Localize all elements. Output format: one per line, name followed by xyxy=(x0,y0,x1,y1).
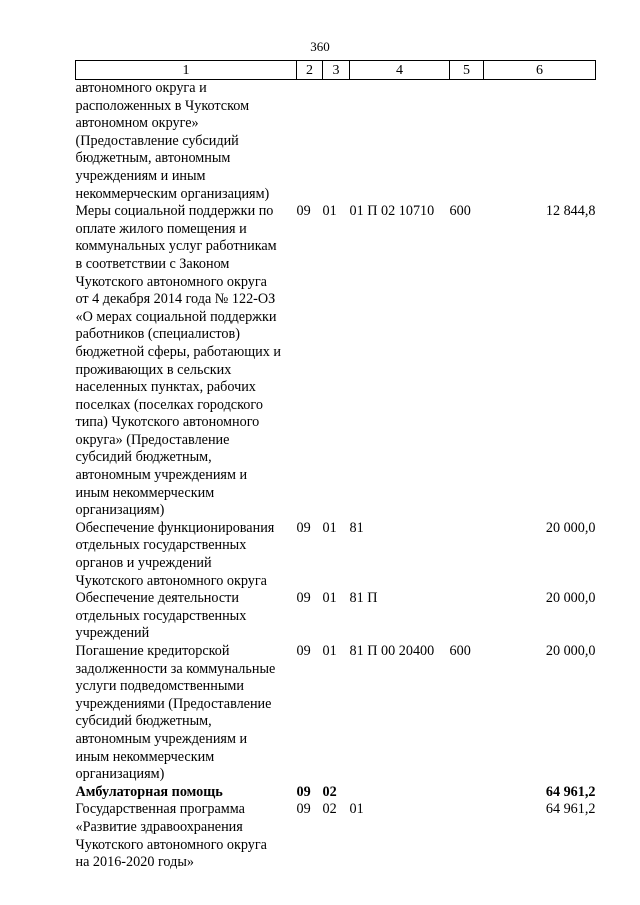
row-name: Обеспечение деятельности отдельных государственных учреждений xyxy=(75,590,247,642)
row-target-article: 81 П 00 20400 xyxy=(349,643,435,659)
row-subsection: 02 xyxy=(322,783,337,800)
table-row xyxy=(76,80,596,204)
row-section: 09 xyxy=(296,519,311,536)
row-subsection: 01 xyxy=(322,203,337,220)
page-number: 360 xyxy=(310,39,330,54)
row-name: Меры социальной поддержки по оплате жилого помещения и коммунальных услуг работникам в соответствии с Законом Чукотского автономного округа от 4 декабря 2014 года № 122-ОЗ «О мерах социальной поддержки работников (специалистов) бюджетной сферы, работающих и проживающих в сельских населенных пунктах, рабочих поселках (поселках городского типа) Чукотского автономного округа» (Предоставление субсидий бюджетным, автономным учреждениям и иным некоммерческим организациям) xyxy=(75,203,281,519)
header-col-4: 4 xyxy=(350,61,450,80)
header-col-3: 3 xyxy=(323,61,350,80)
row-expense-type xyxy=(450,801,484,871)
table-row xyxy=(76,590,596,643)
row-section: 09 xyxy=(296,590,311,607)
table-row xyxy=(76,643,596,784)
row-expense-type xyxy=(450,520,484,590)
row-name: автономного округа и расположенных в Чукотском автономном округе» (Предоставление субсидий бюджетным, автономным учреждениям и иным некоммерческим организациям) xyxy=(75,80,270,202)
row-target-article xyxy=(350,784,450,802)
table-row xyxy=(76,801,596,871)
row-amount: 64 961,2 xyxy=(545,801,596,818)
row-target-article: 81 xyxy=(349,519,364,536)
row-expense-type xyxy=(450,784,484,802)
row-target-article: 01 П 02 10710 xyxy=(349,203,435,220)
header-col-1: 1 xyxy=(76,61,297,80)
row-expense-type xyxy=(450,80,484,204)
row-amount: 20 000,0 xyxy=(545,519,596,536)
row-section xyxy=(297,80,323,204)
row-target-article xyxy=(350,80,450,204)
row-expense-type xyxy=(450,590,484,643)
row-subsection: 01 xyxy=(322,590,337,607)
table-row xyxy=(76,203,596,520)
row-subsection: 01 xyxy=(322,519,337,536)
row-subsection xyxy=(323,80,350,204)
row-name: Государственная программа «Развитие здравоохранения Чукотского автономного округа на 2016-2020 годы» xyxy=(75,801,267,871)
row-section: 09 xyxy=(296,643,311,659)
row-section: 09 xyxy=(296,203,311,220)
row-subsection: 02 xyxy=(322,801,337,818)
budget-table xyxy=(75,60,596,872)
header-col-5: 5 xyxy=(450,61,484,80)
row-target-article: 01 xyxy=(349,801,364,818)
header-col-2: 2 xyxy=(297,61,323,80)
table-row-section-heading xyxy=(76,784,596,802)
row-expense-type: 600 xyxy=(449,203,471,220)
row-subsection: 01 xyxy=(322,643,337,659)
row-section: 09 xyxy=(296,783,311,800)
header-col-6: 6 xyxy=(484,61,596,80)
row-target-article: 81 П xyxy=(349,590,378,607)
row-amount: 64 961,2 xyxy=(545,783,596,800)
row-expense-type: 600 xyxy=(449,643,471,659)
row-name: Амбулаторная помощь xyxy=(75,783,223,800)
table-header-row xyxy=(76,61,596,80)
row-name: Обеспечение функционирования отдельных государственных органов и учреждений Чукотского автономного округа xyxy=(75,519,275,589)
row-amount: 20 000,0 xyxy=(545,590,596,607)
row-amount: 12 844,8 xyxy=(545,203,596,220)
row-amount xyxy=(484,80,596,204)
row-name: Погашение кредиторской задолженности за коммунальные услуги подведомственными учреждениями (Предоставление субсидий бюджетным, автономным учреждениям и иным некоммерческим организациям) xyxy=(75,643,276,783)
table-row xyxy=(76,520,596,590)
row-amount: 20 000,0 xyxy=(545,643,596,659)
row-section: 09 xyxy=(296,801,311,818)
